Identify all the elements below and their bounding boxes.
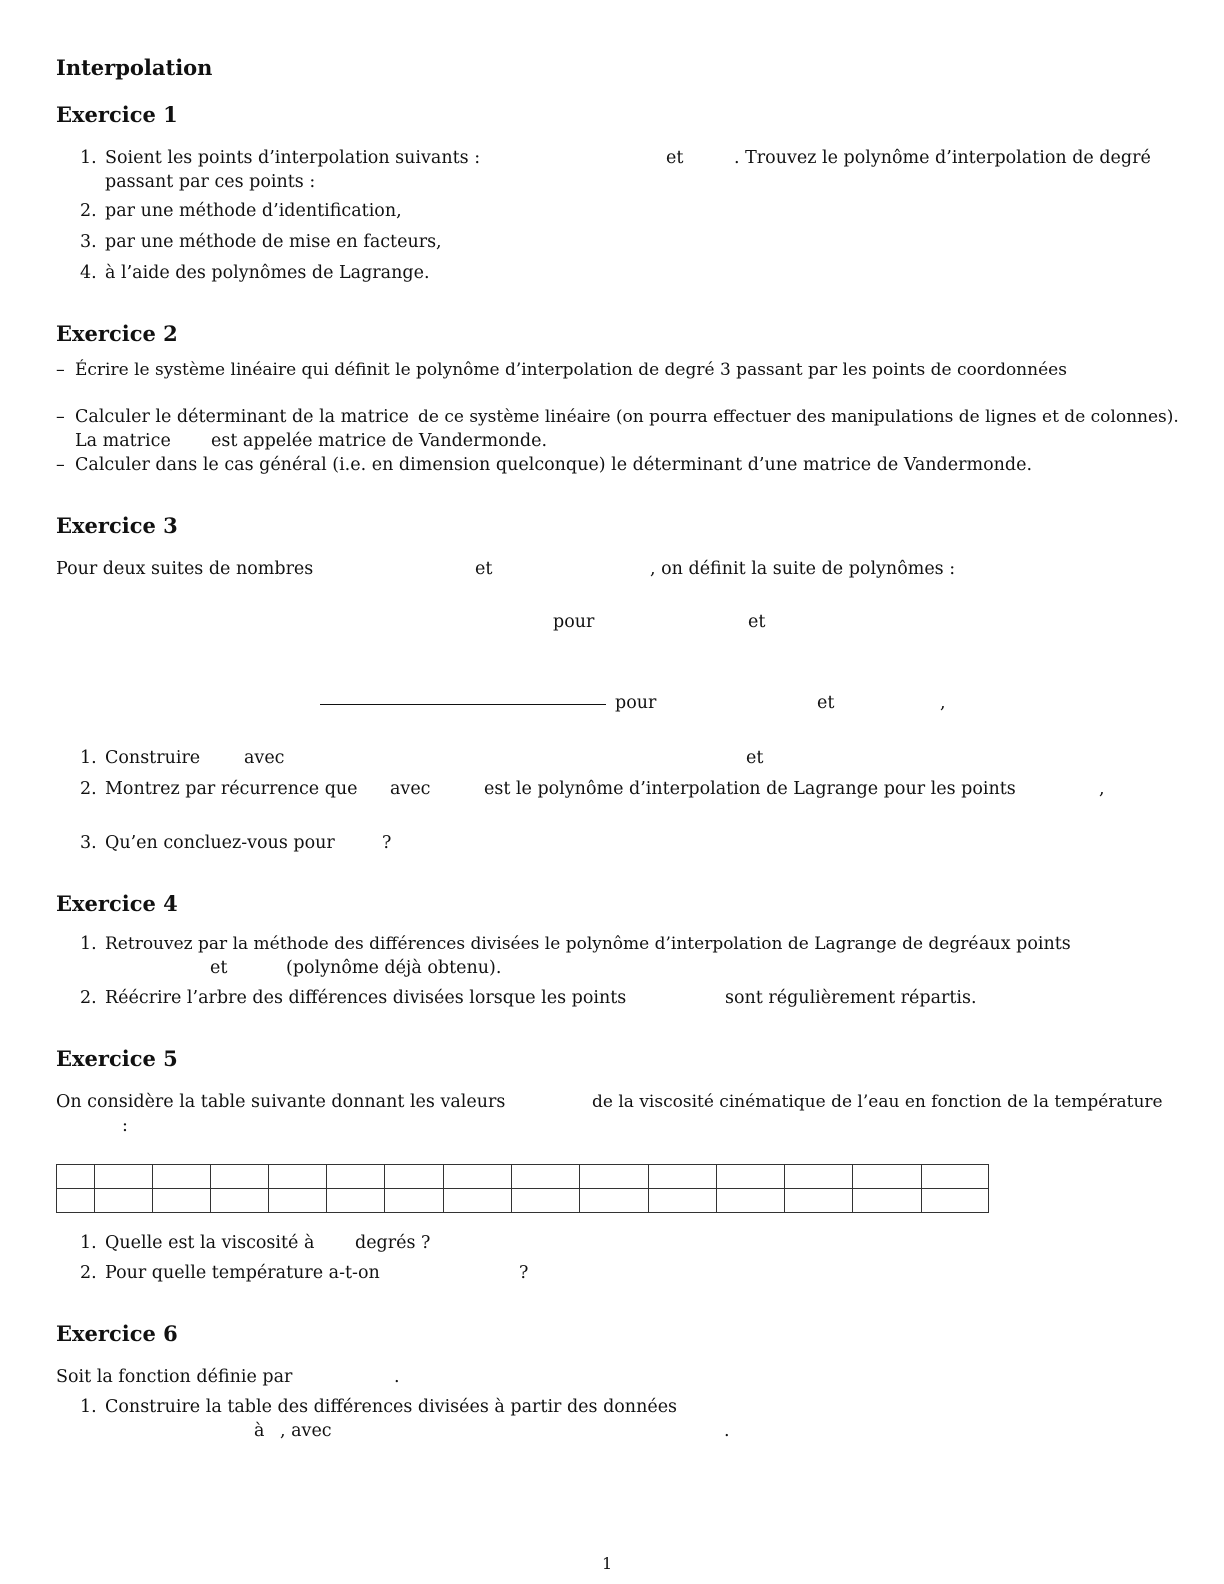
ex6-item1-text: Construire la table des différences divisées à partir des données (105, 1397, 678, 1417)
table-cell (211, 1189, 269, 1213)
ex3-intro-et: et (475, 559, 493, 579)
ex3-item2-text: Montrez par récurrence que (105, 779, 358, 799)
ex5-item1-text-b: degrés ? (355, 1233, 431, 1253)
table-cell (385, 1165, 444, 1189)
ex3-item3-text: Qu’en concluez-vous pour (105, 833, 335, 853)
ex5-intro-colon: : (122, 1116, 128, 1136)
exercise-6-heading: Exercice 6 (56, 1321, 178, 1346)
table-cell (512, 1189, 580, 1213)
exercise-4-heading: Exercice 4 (56, 891, 178, 916)
ex5-intro-text: On considère la table suivante donnant les valeurs (56, 1092, 506, 1112)
ex3-item1-number: 1. (80, 748, 97, 768)
ex3-item1-avec: avec (244, 748, 285, 768)
exercise-5-heading: Exercice 5 (56, 1046, 178, 1071)
ex5-item2-question: ? (519, 1263, 529, 1283)
table-cell (95, 1189, 153, 1213)
ex2-bullet2-text-d: est appelée matrice de Vandermonde. (211, 431, 548, 451)
ex3-item2-text-b: est le polynôme d’interpolation de Lagrange pour les points (484, 779, 1016, 799)
table-cell (153, 1189, 211, 1213)
table-cell (444, 1165, 512, 1189)
table-cell (717, 1165, 785, 1189)
ex4-item2-text: Réécrire l’arbre des différences divisées lorsque les points (105, 988, 627, 1008)
ex1-item1-text: Soient les points d’interpolation suivants : (105, 148, 481, 168)
ex1-item1-number: 1. (80, 148, 97, 168)
table-cell (853, 1189, 922, 1213)
table-cell (385, 1189, 444, 1213)
ex1-item4-text: à l’aide des polynômes de Lagrange. (105, 263, 430, 283)
ex4-item2-text-b: sont régulièrement répartis. (725, 988, 977, 1008)
ex1-item4-number: 4. (80, 263, 97, 283)
ex6-item1-a: à (254, 1421, 265, 1441)
ex2-bullet2-text-a: Calculer le déterminant de la matrice (75, 407, 409, 427)
table-cell (269, 1165, 327, 1189)
ex3-eq1-pour: pour (553, 612, 595, 632)
ex6-intro-end: . (394, 1367, 400, 1387)
ex6-item1-end: . (724, 1421, 730, 1441)
ex3-eq2-comma: , (940, 693, 946, 713)
page-number: 1 (602, 1554, 613, 1573)
fraction-bar (320, 704, 606, 705)
ex3-item3-number: 3. (80, 833, 97, 853)
table-cell (153, 1165, 211, 1189)
ex5-item2-text: Pour quelle température a-t-on (105, 1263, 380, 1283)
table-row (57, 1165, 989, 1189)
ex1-item2-text: par une méthode d’identification, (105, 201, 402, 221)
ex1-item3-number: 3. (80, 232, 97, 252)
ex1-item1-text-c: passant par ces points : (105, 172, 316, 192)
ex5-item2-number: 2. (80, 1263, 97, 1283)
ex3-intro-text: Pour deux suites de nombres (56, 559, 314, 579)
ex1-item3-text: par une méthode de mise en facteurs, (105, 232, 442, 252)
ex3-item2-avec: avec (390, 779, 431, 799)
exercise-1-heading: Exercice 1 (56, 102, 178, 127)
table-cell (922, 1165, 989, 1189)
ex3-intro-text-b: , on définit la suite de polynômes : (650, 559, 956, 579)
table-cell (649, 1165, 717, 1189)
table-row (57, 1189, 989, 1213)
table-cell (444, 1189, 512, 1213)
exercise-2-heading: Exercice 2 (56, 321, 178, 346)
table-cell (785, 1165, 853, 1189)
viscosity-table (56, 1164, 989, 1213)
table-cell (717, 1189, 785, 1213)
table-cell (327, 1189, 385, 1213)
table-cell (327, 1165, 385, 1189)
table-cell (512, 1165, 580, 1189)
ex4-item1-text-b: aux points (979, 934, 1071, 954)
table-cell (853, 1165, 922, 1189)
table-cell (57, 1165, 95, 1189)
ex2-bullet3-text: Calculer dans le cas général (i.e. en dimension quelconque) le déterminant d’une matrice de Vandermonde. (75, 455, 1033, 475)
table-cell (580, 1165, 649, 1189)
ex2-bullet2-text-b: de ce système linéaire (on pourra effectuer des manipulations de lignes et de colonnes). (418, 407, 1179, 427)
table-cell (580, 1189, 649, 1213)
ex4-item1-et: et (210, 958, 228, 978)
ex3-item2-number: 2. (80, 779, 97, 799)
ex6-item1-avec: , avec (280, 1421, 332, 1441)
exercise-3-heading: Exercice 3 (56, 513, 178, 538)
ex3-eq1-et: et (748, 612, 766, 632)
ex2-bullet1-dash: – (56, 360, 65, 380)
ex5-item1-number: 1. (80, 1233, 97, 1253)
ex6-item1-number: 1. (80, 1397, 97, 1417)
ex3-item3-question: ? (382, 833, 392, 853)
ex3-eq2-et: et (817, 693, 835, 713)
ex3-item2-comma: , (1099, 779, 1105, 799)
table-cell (95, 1165, 153, 1189)
ex1-item1-et: et (666, 148, 684, 168)
ex3-item1-et: et (746, 748, 764, 768)
page-title: Interpolation (56, 55, 213, 80)
ex2-bullet3-dash: – (56, 455, 65, 475)
ex4-item2-number: 2. (80, 988, 97, 1008)
ex4-item1-text: Retrouvez par la méthode des différences divisées le polynôme d’interpolation de Lagrange de degré (105, 934, 979, 954)
table-cell (269, 1189, 327, 1213)
table-cell (211, 1165, 269, 1189)
table-cell (649, 1189, 717, 1213)
table-cell (785, 1189, 853, 1213)
ex5-intro-text-b: de la viscosité cinématique de l’eau en fonction de la température (592, 1092, 1163, 1112)
table-cell (922, 1189, 989, 1213)
ex1-item2-number: 2. (80, 201, 97, 221)
ex6-intro-text: Soit la fonction définie par (56, 1367, 293, 1387)
ex3-item1-text: Construire (105, 748, 201, 768)
ex4-item1-number: 1. (80, 934, 97, 954)
ex3-eq2-pour: pour (615, 693, 657, 713)
ex2-bullet2-text-c: La matrice (75, 431, 171, 451)
ex5-item1-text: Quelle est la viscosité à (105, 1233, 315, 1253)
ex2-bullet2-dash: – (56, 407, 65, 427)
ex2-bullet1-text: Écrire le système linéaire qui définit le polynôme d’interpolation de degré 3 passant par les points de coordonnées (75, 360, 1067, 380)
table-cell (57, 1189, 95, 1213)
ex4-item1-text-c: (polynôme déjà obtenu). (286, 958, 502, 978)
ex1-item1-text-b: . Trouvez le polynôme d’interpolation de degré (734, 148, 1151, 168)
